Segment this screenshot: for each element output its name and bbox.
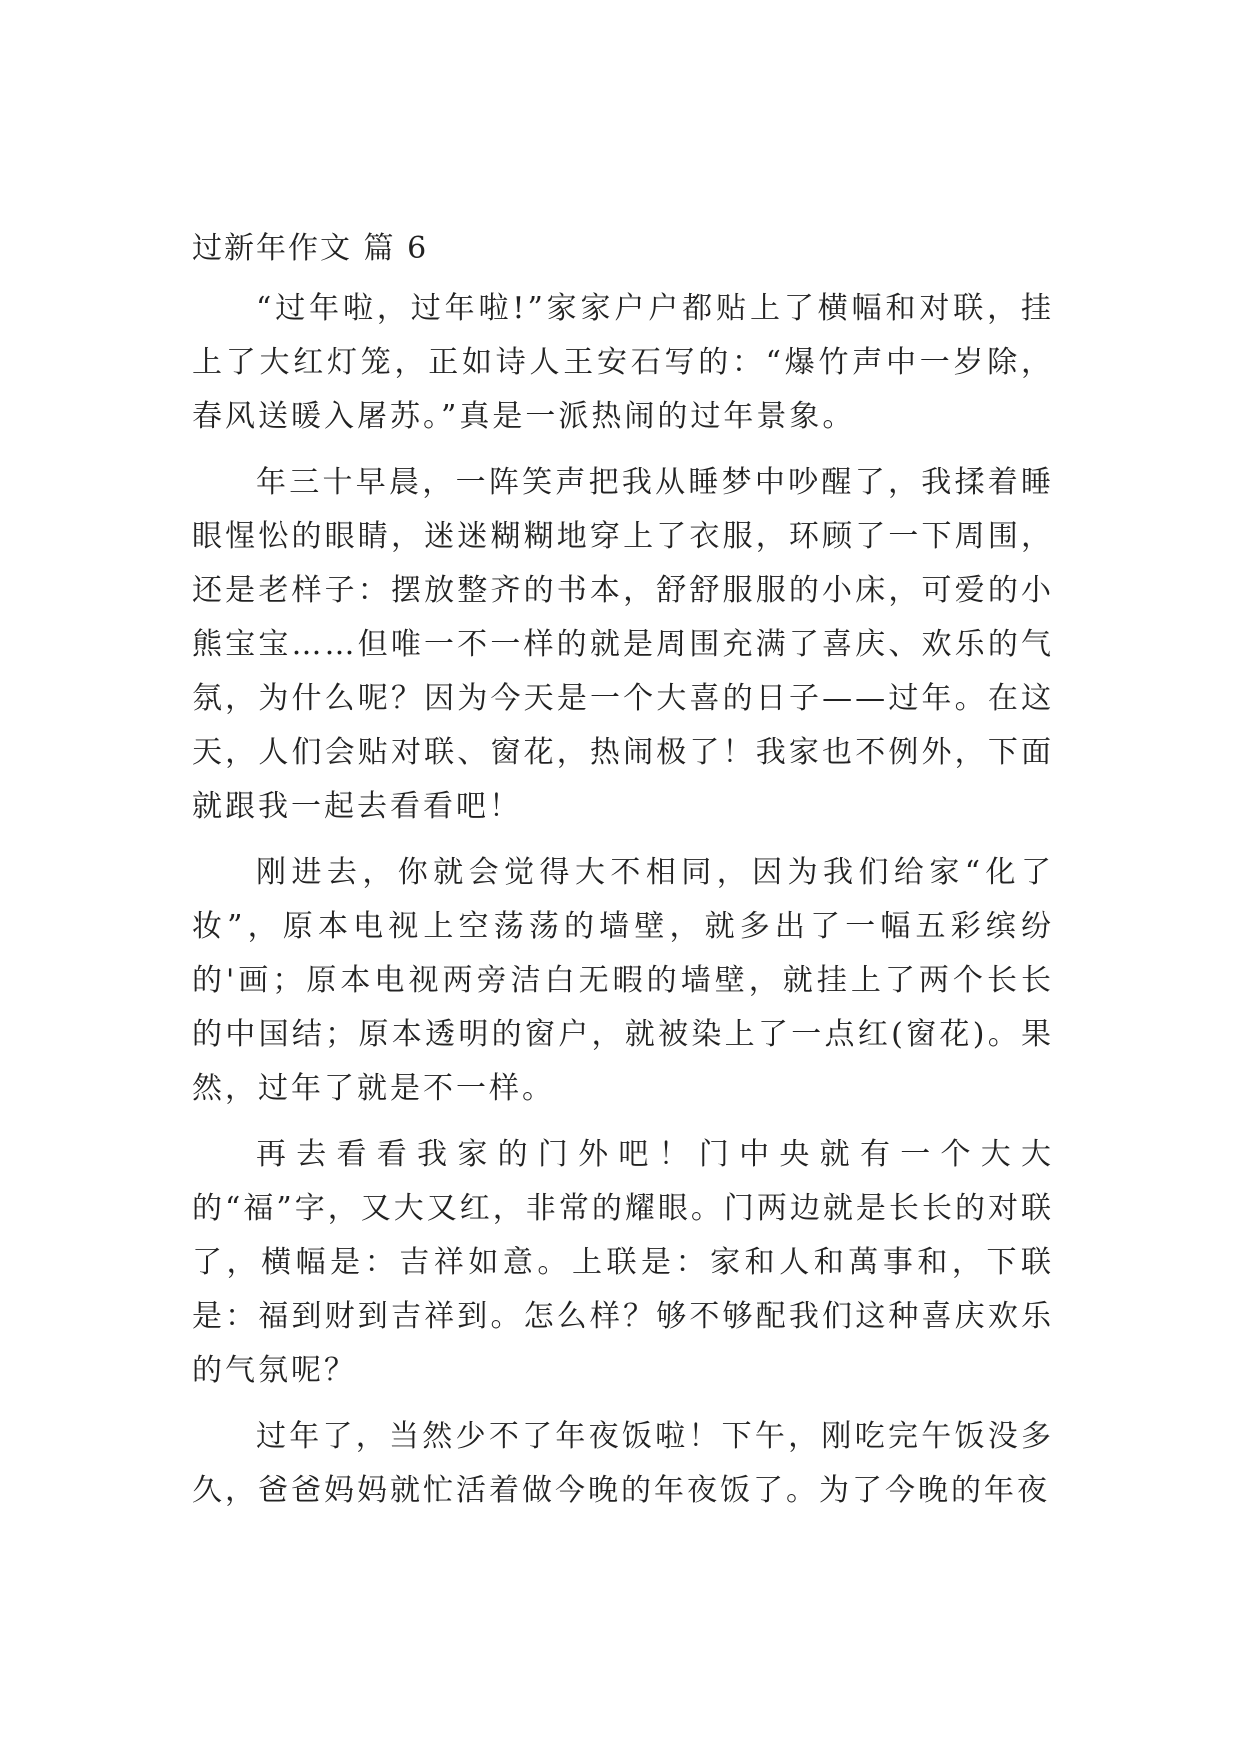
document-title: 过新年作文 篇 6	[192, 231, 429, 266]
paragraph-4: 再去看看我家的门外吧！门中央就有一个大大的“福”字，又大又红，非常的耀眼。门两边就是长长的对联了，横幅是：吉祥如意。上联是：家和人和萬事和，下联是：福到财到吉祥到。怎么样？够不够配我们这种喜庆欢乐的气氛呢？	[192, 1137, 1054, 1388]
paragraph-1: “过年啦，过年啦!”家家户户都贴上了横幅和对联，挂上了大红灯笼，正如诗人王安石写的：“爆竹声中一岁除，春风送暖入屠苏。”真是一派热闹的过年景象。	[192, 291, 1054, 434]
paragraph-3: 刚进去，你就会觉得大不相同，因为我们给家“化了妆”，原本电视上空荡荡的墙壁，就多出了一幅五彩缤纷的'画；原本电视两旁洁白无暇的墙壁，就挂上了两个长长的中国结；原本透明的窗户，就被染上了一点红(窗花)。果然，过年了就是不一样。	[192, 855, 1054, 1106]
paragraph-5: 过年了，当然少不了年夜饭啦！下午，刚吃完午饭没多久，爸爸妈妈就忙活着做今晚的年夜饭了。为了今晚的年夜	[192, 1419, 1054, 1508]
document-body	[192, 222, 1054, 1518]
paragraph-2: 年三十早晨，一阵笑声把我从睡梦中吵醒了，我揉着睡眼惺忪的眼睛，迷迷糊糊地穿上了衣服，环顾了一下周围，还是老样子：摆放整齐的书本，舒舒服服的小床，可爱的小熊宝宝……但唯一不一样的就是周围充满了喜庆、欢乐的气氛，为什么呢？因为今天是一个大喜的日子——过年。在这天，人们会贴对联、窗花，热闹极了！我家也不例外，下面就跟我一起去看看吧！	[192, 465, 1054, 824]
